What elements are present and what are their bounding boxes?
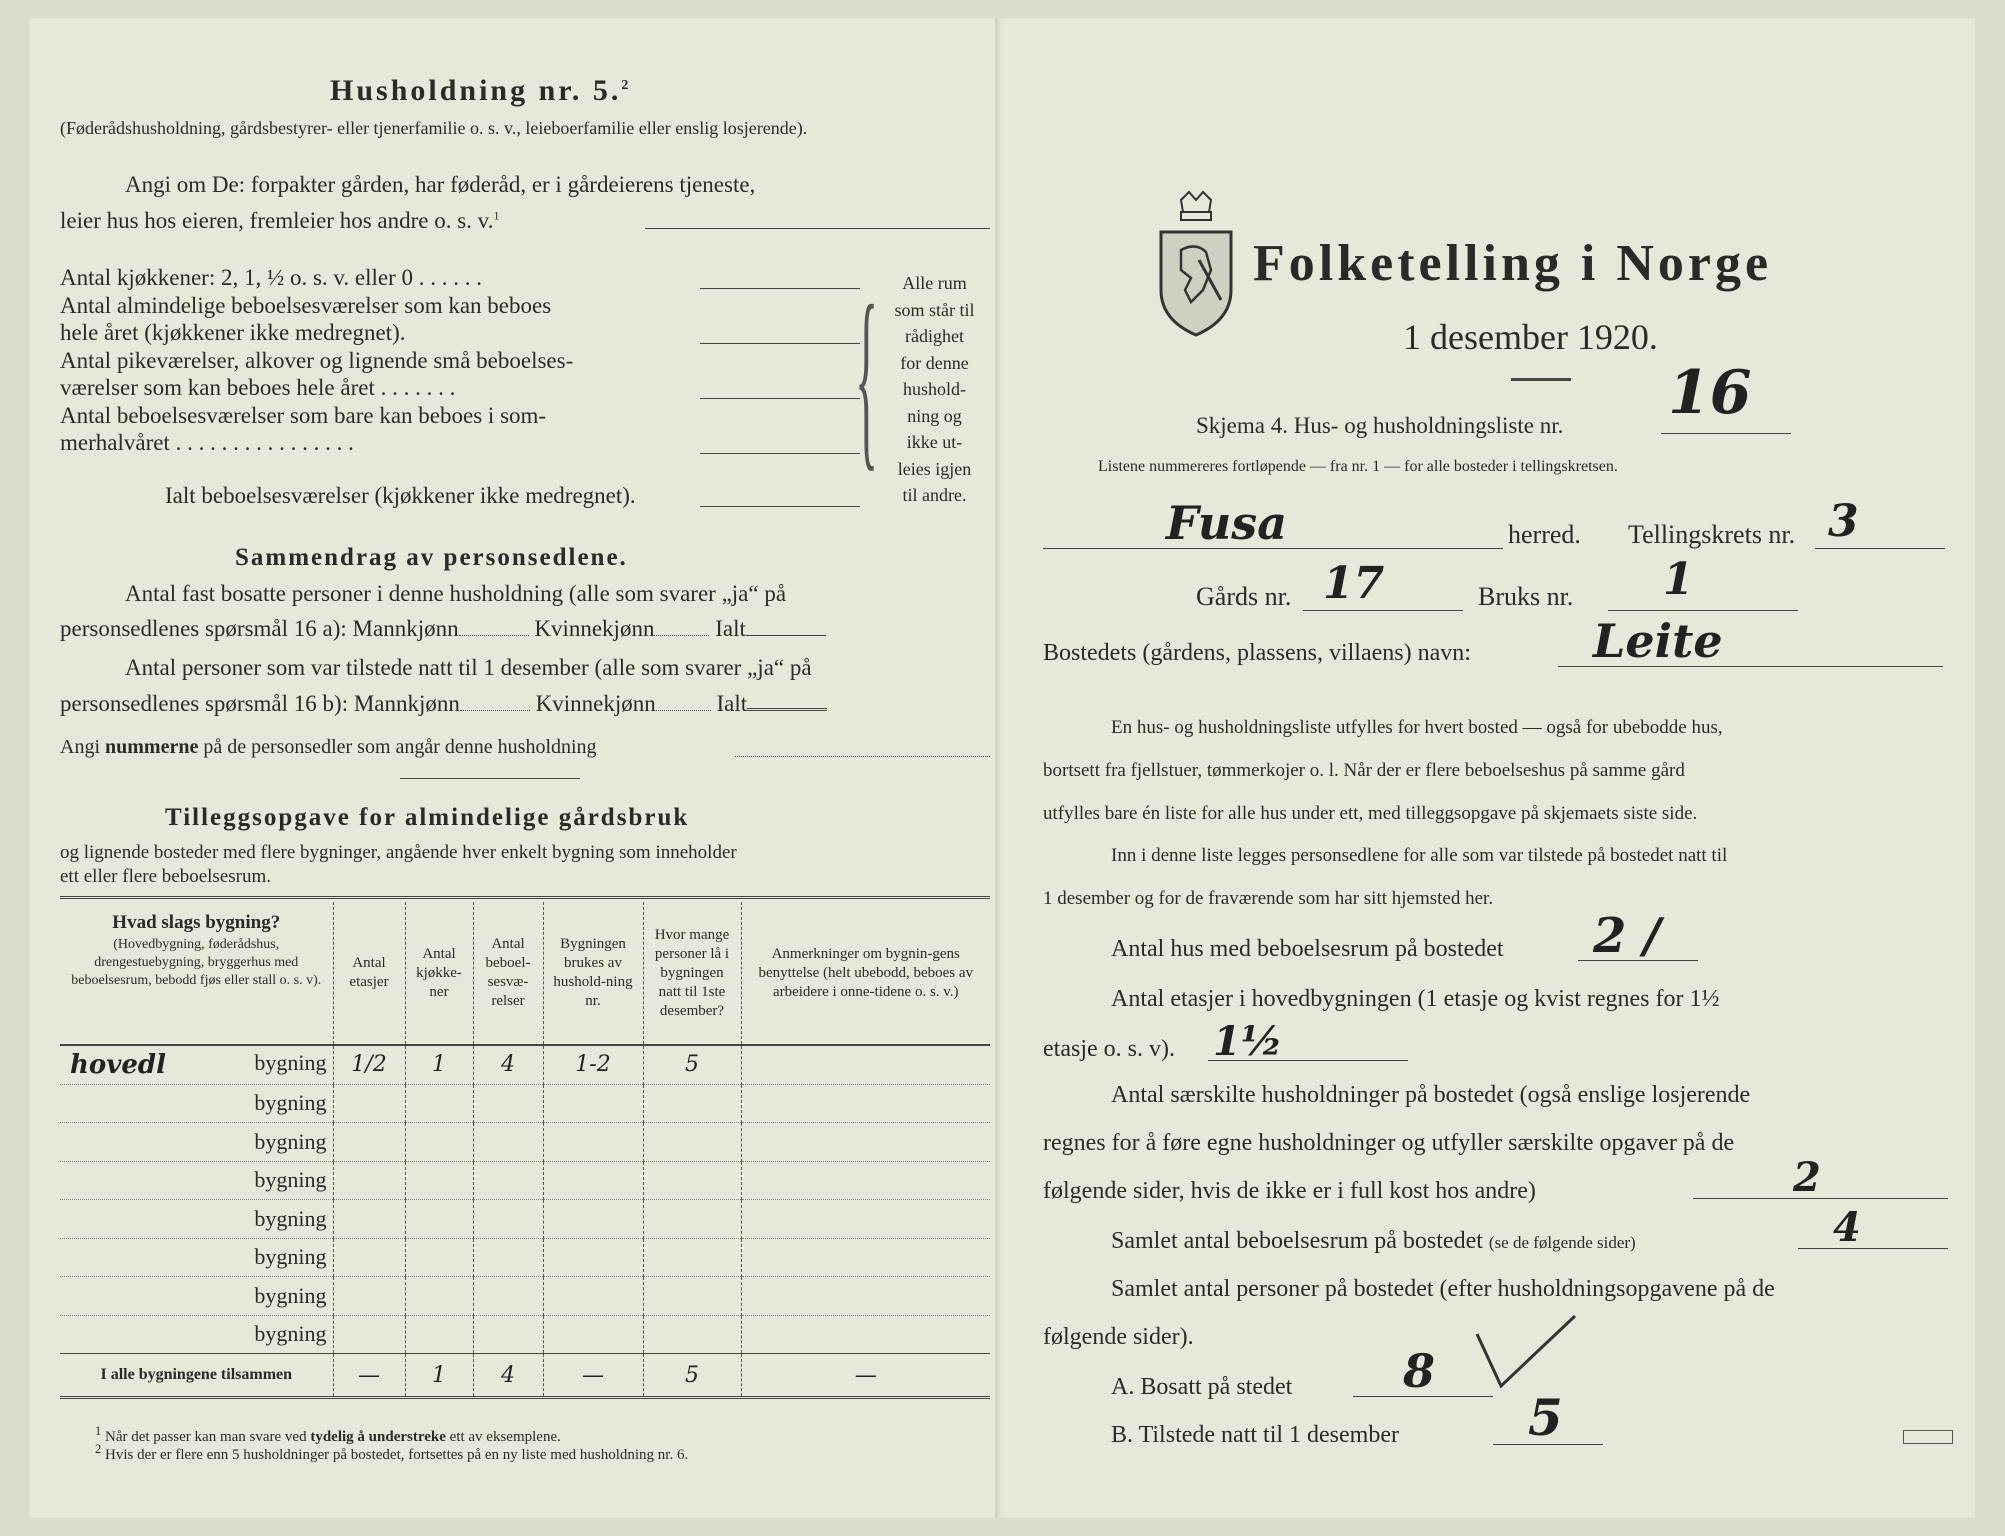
tilstede-value: 5 [1528,1388,1563,1447]
footnote-1: $^1$ Når det passer kan man svare ved tydelig å understreke ett av eksemplene. [95,1424,561,1445]
norway-coat-of-arms-icon [1151,190,1241,340]
household-heading: Husholdning nr. 5.$^2$ [330,74,632,107]
row-label: bygning [60,1123,333,1162]
rooms-block [60,264,760,457]
cell-personer: 5 [643,1045,741,1084]
checkmark-icon [1471,1308,1581,1398]
hus-label: Antal hus med beboelsesrum på bostedet [1111,936,1504,962]
sarskilte-line-1: Antal særskilte husholdninger på bostedet (også enslige losjerende [1111,1082,1751,1108]
ialt-rooms: Ialt beboelsesværelser (kjøkkener ikke medregnet). [165,483,636,508]
hus-value: 2 / [1593,908,1661,964]
brace-note: Alle rum som står til rådighet for denne hushold- ning og ikke ut- leies igjen til andre. [894,273,975,505]
answer-line [1798,1248,1948,1249]
etasjer-line-1: Antal etasjer i hovedbygningen (1 etasje og kvist regnes for 1½ [1111,986,1720,1012]
samlet-pers-2: følgende sider). [1043,1324,1194,1350]
title-rule [1511,378,1571,381]
angi-nummerne: Angi nummerne på de personsedler som angår denne husholdning [60,736,597,758]
rooms-line: Antal almindelige beboelsesværelser som kan beboes [60,292,552,318]
table-row [60,1045,990,1084]
answer-line [1208,1060,1408,1061]
building-table [60,902,990,1399]
row-label: bygning [60,1084,333,1123]
header-beboelsesvaerelser: Antal beboel-sesvæ-relser [473,902,543,1045]
row-label: bygning [60,1315,333,1354]
total-label: I alle bygningene tilsammen [60,1354,333,1398]
rooms-line: hele året (kjøkkener ikke medregnet). [60,320,406,345]
row-label: bygning [60,1238,333,1277]
header-anmerkninger: Anmerkninger om bygnin-gens benyttelse (helt ubebodd, beboes av arbeidere i onne-tidene o. s. v.) [741,902,990,1045]
header-etasjer: Antal etasjer [333,902,405,1045]
row-label: bygning [60,1200,333,1239]
rooms-line: Antal beboelsesværelser som bare kan beboes i som- [60,402,547,428]
samlet-rum: Samlet antal beboelsesrum på bostedet (se de følgende sider) [1111,1228,1636,1254]
answer-line [700,343,860,344]
sarskilte-value: 2 [1793,1154,1821,1201]
etasjer-line-2: etasje o. s. v). [1043,1036,1175,1062]
right-page [1003,18,1975,1518]
table-top-rule [60,896,990,899]
cell-vaerelser: 4 [473,1045,543,1084]
angi-line-1: Angi om De: forpakter gården, har føderåd, er i gårdeierens tjeneste, [125,172,756,197]
rooms-line: merhalvåret . . . . . . . . . . . . . . . . [60,430,354,455]
summary-1a: Antal fast bosatte personer i denne husholdning (alle som svarer „ja“ på [125,581,787,606]
divider [400,778,580,779]
skjema-nr: 16 [1668,358,1752,428]
header-husholdning: Bygningen brukes av hushold-ning nr. [543,902,643,1045]
rooms-line: Antal pikeværelser, alkover og lignende små beboelses- [60,347,574,373]
tellingskrets-label: Tellingskrets nr. [1628,520,1796,549]
footnote-2: $^2$ Hvis der er flere enn 5 husholdninger på bostedet, fortsettes på en ny liste med husholdning nr. 6. [95,1442,689,1463]
tillegg-sub-1: og lignende bosteder med flere bygninger, angående hver enkelt bygning som inneholder [60,842,737,863]
instructions-para-1: En hus- og husholdningsliste utfylles for hvert bosted — også for ubebodde hus, bortsett fra fjellstuer, tømmerkojer o. l. Når der er flere beboelseshus på samme gård utfylles bare én liste for alle hus under ett, med tilleggsopgave på skjemaets siste side. [1043,717,1723,824]
row-label: bygning [60,1161,333,1200]
bruks-value: 1 [1663,554,1694,605]
summary-1b: personsedlenes spørsmål 16 a): Mannkjønn Kvinnekjønn Ialt [60,616,826,642]
main-title: Folketelling i Norge [1253,235,1773,292]
header-personer: Hvor mange personer lå i bygningen natt til 1ste desember? [643,902,741,1045]
rooms-line: Antal kjøkkener: 2, 1, ½ o. s. v. eller 0 . . . . . . [60,265,483,290]
row-label: bygning [60,1277,333,1316]
brace: { [855,267,879,490]
total-anmerkninger: — [741,1354,990,1398]
herred-value: Fusa [1166,496,1287,550]
bosted-label: Bostedets (gårdens, plassens, villaens) navn: [1043,640,1471,666]
summary-2a: Antal personer som var tilstede natt til 1 desember (alle som svarer „ja“ på [125,655,812,680]
rooms-line: værelser som kan beboes hele året . . . . . . . [60,375,456,400]
sarskilte-line-2: regnes for å føre egne husholdninger og utfyller særskilte opgaver på de [1043,1130,1735,1156]
gards-label: Gårds nr. [1196,582,1292,611]
bruks-label: Bruks nr. [1478,582,1574,611]
samlet-pers-1: Samlet antal personer på bostedet (efter husholdningsopgavene på de [1111,1276,1775,1302]
total-vaerelser: 4 [473,1354,543,1398]
sarskilte-line-3: følgende sider, hvis de ikke er i full kost hos andre) [1043,1178,1536,1204]
answer-line [1043,548,1503,549]
table-total-row [60,1354,990,1398]
answer-line [1661,433,1791,434]
building-name: hovedl [70,1049,166,1080]
tillegg-heading: Tilleggsopgave for almindelige gårdsbruk [165,804,690,831]
answer-line [1578,960,1698,961]
left-page [30,18,1002,1518]
instructions-para-2: Inn i denne liste legges personsedlene for alle som var tilstede på bostedet natt til 1 desember og for de fraværende som har sitt hjemsted her. [1043,845,1728,909]
header-bygning: Hvad slags bygning? (Hovedbygning, føderådshus, drengestuebygning, bryggerhus med beboelsesrum, bebodd fjøs eller stall o. s. v). [60,902,333,1045]
answer-line [1693,1198,1948,1199]
tilstede-label: B. Tilstede natt til 1 desember [1111,1422,1399,1448]
samlet-rum-value: 4 [1833,1204,1861,1251]
total-personer: 5 [643,1354,741,1398]
census-date: 1 desember 1920. [1403,317,1658,357]
gards-value: 17 [1323,558,1385,609]
angi-line-2: leier hus hos eieren, fremleier hos andre o. s. v.$^1$ [60,208,500,233]
herred-label: herred. [1508,520,1581,549]
total-husholdning: — [543,1354,643,1398]
bosted-value: Leite [1593,614,1723,668]
table-row [60,1084,990,1123]
answer-line [1815,548,1945,549]
table-header-row [60,902,990,1045]
table-row [60,1123,990,1162]
bosatt-value: 8 [1403,1344,1436,1398]
summary-heading: Sammendrag av personsedlene. [235,544,628,571]
row-label: bygning [254,1049,327,1075]
header-kjokkener: Antal kjøkke-ner [405,902,473,1045]
answer-line [700,398,860,399]
table-row [60,1161,990,1200]
total-kjokkener: 1 [405,1354,473,1398]
total-etasjer: — [333,1354,405,1398]
angi-answer-line [645,228,990,229]
answer-line [700,506,860,507]
household-subheading: (Føderådshusholdning, gårdsbestyrer- eller tjenerfamilie o. s. v., leieboerfamilie eller enslig losjerende). [60,118,808,138]
summary-2b: personsedlenes spørsmål 16 b): Mannkjønn Kvinnekjønn Ialt [60,691,827,717]
listene-note: Listene nummereres fortløpende — fra nr. 1 — for alle bosteder i tellingskretsen. [1098,458,1618,475]
cell-etasjer: 1/2 [333,1045,405,1084]
answer-line [700,288,860,289]
table-row [60,1315,990,1354]
table-row [60,1277,990,1316]
table-row [60,1200,990,1239]
answer-line [1608,610,1798,611]
etasjer-value: 1½ [1213,1018,1283,1065]
printer-mark [1903,1430,1953,1444]
answer-line [1353,1396,1493,1397]
cell-husholdning: 1-2 [543,1045,643,1084]
answer-line [735,756,990,757]
bosatt-label: A. Bosatt på stedet [1111,1374,1293,1400]
answer-line [700,453,860,454]
cell-kjokkener: 1 [405,1045,473,1084]
skjema-label: Skjema 4. Hus- og husholdningsliste nr. [1196,413,1564,438]
answer-line [1558,666,1943,667]
answer-line [1493,1444,1603,1445]
answer-line [1303,610,1463,611]
tillegg-sub-2: ett eller flere beboelsesrum. [60,866,272,887]
table-row [60,1238,990,1277]
cell-anmerkninger [741,1045,990,1084]
tellingskrets-value: 3 [1828,496,1859,547]
